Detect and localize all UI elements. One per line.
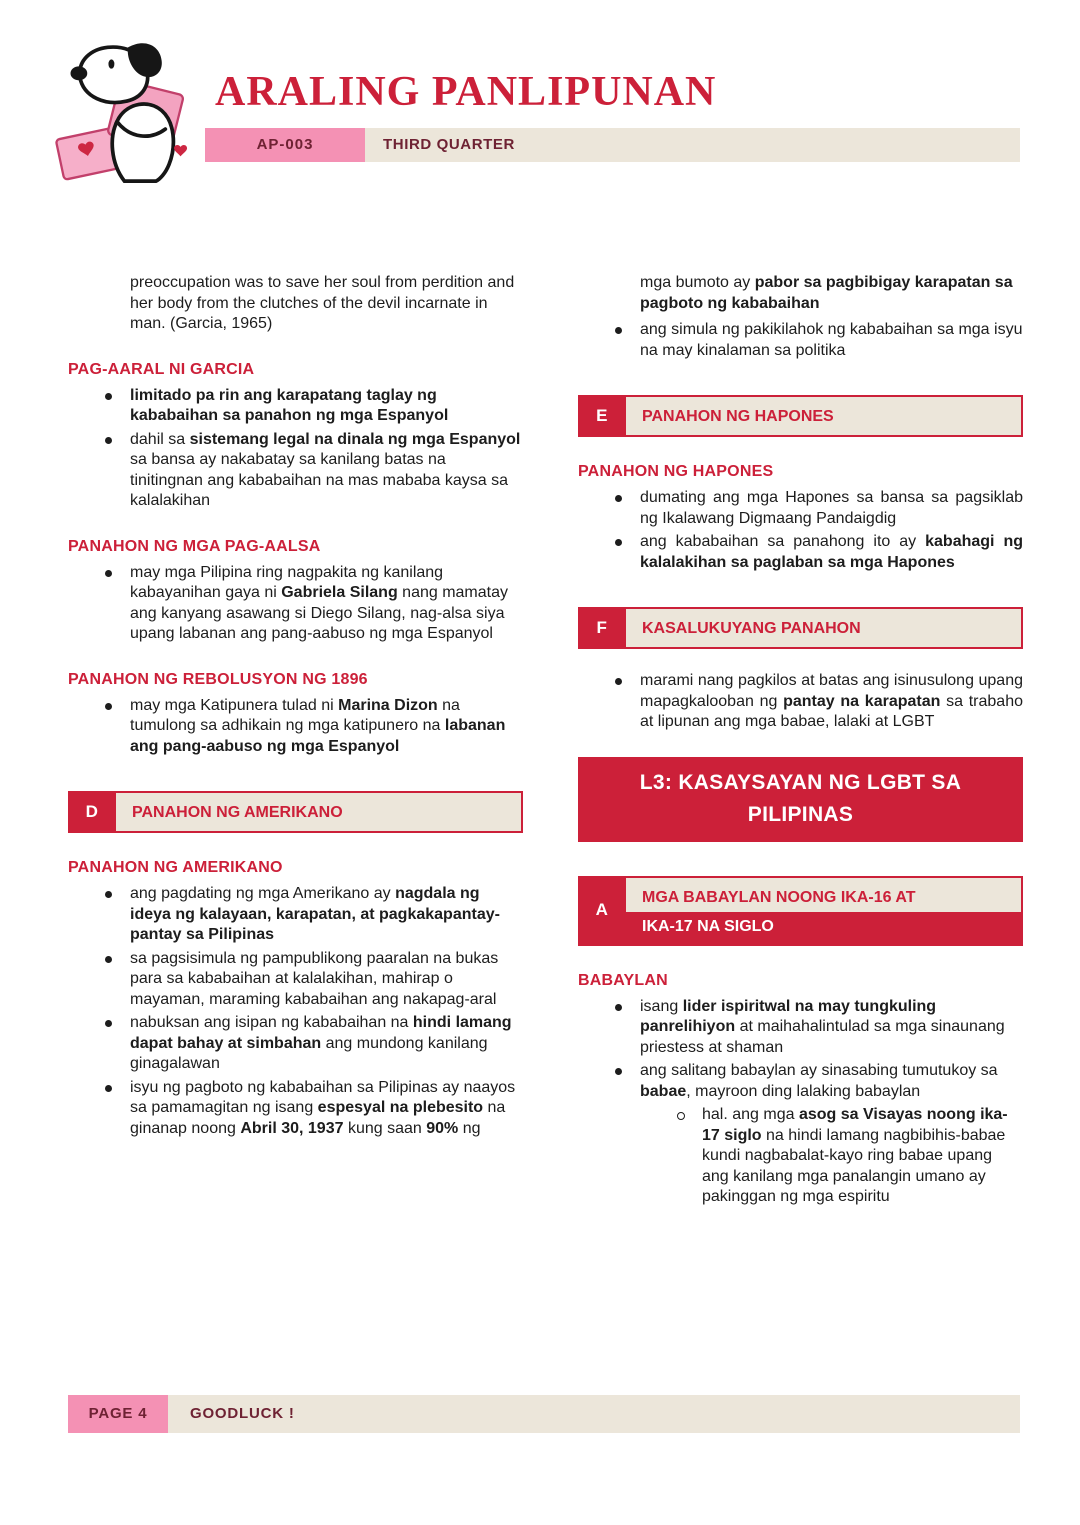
left-column	[68, 273, 523, 1155]
text-segment: hal. ang mga	[702, 1106, 799, 1124]
quarter-badge: THIRD QUARTER	[365, 128, 1020, 162]
text-segment: sa bansa ay nakabatay sa kanilang batas na tinitingnan ang kababaihan na mas mababa kaysa sa kalalakihan	[130, 451, 509, 509]
section-title-line: KASALUKUYANG PANAHON	[642, 620, 861, 637]
text-segment: dahil sa	[130, 430, 190, 448]
bullet-item	[130, 1078, 523, 1140]
text-segment: nang mamatay ang kanyang asawang si Diego Silang, nag-alsa siya upang labanan ang pang-aabuso ng mga Espanyol	[130, 584, 508, 642]
page-header	[0, 0, 1080, 183]
bullet-item	[130, 696, 523, 758]
bullet-item	[640, 671, 1023, 733]
text-segment: isang	[640, 997, 683, 1015]
bullet-item	[130, 430, 523, 512]
text-segment: nabuksan ang isipan ng kababaihan na	[130, 1014, 413, 1031]
bold-text-segment: sistemang legal na dinala ng mga Espanyol	[189, 430, 521, 448]
bullet-list	[68, 563, 523, 645]
banner-line: L3: KASAYSAYAN NG LGBT SA	[639, 770, 962, 794]
topic-heading: PANAHON NG HAPONES	[578, 463, 774, 480]
text-segment: ang pagdating ng mga Amerikano ay	[130, 885, 396, 902]
text-segment: ng	[458, 1119, 481, 1137]
snoopy-mascot-icon	[55, 25, 205, 183]
bullet-item	[640, 532, 1023, 573]
section-header-box	[578, 607, 1023, 649]
topic-heading: PANAHON NG REBOLUSYON NG 1896	[68, 670, 368, 688]
bold-text-segment: 90%	[426, 1119, 459, 1137]
text-segment: ang salitang babaylan ay sinasabing tumutukoy sa	[640, 1062, 998, 1080]
section-letter-badge: E	[578, 395, 626, 437]
section-header-box	[578, 395, 1023, 437]
paragraph	[130, 273, 523, 335]
bullet-item	[130, 1013, 523, 1075]
page-footer	[68, 1395, 1020, 1433]
bold-text-segment: babae	[640, 1082, 687, 1100]
text-segment: na hindi lamang nagbibihis-babae kundi nagbabalat-kayo ring babae upang ang kanilang mga panalangin umano ay pakinggan ng mga espiritu	[702, 1126, 1006, 1206]
content-columns	[0, 273, 1080, 1224]
module-code-badge: AP-003	[205, 128, 365, 162]
section-letter-badge: A	[578, 876, 626, 946]
bullet-item	[130, 386, 523, 427]
topic-heading: PAG-AARAL NI GARCIA	[68, 360, 255, 378]
bold-text-segment: limitado pa rin ang karapatang taglay ng kababaihan sa panahon ng mga Espanyol	[130, 386, 449, 424]
bullet-item	[130, 949, 523, 1011]
text-segment: marami nang pagkilos at batas ang isinusulong upang mapagkalooban ng	[640, 672, 1023, 710]
topic-heading: BABAYLAN	[578, 971, 668, 989]
bold-text-segment: lider ispiritwal na may tungkuling panrelihiyon	[640, 997, 937, 1036]
text-segment: ang kababaihan sa panahong ito ay	[640, 533, 926, 550]
bullet-list	[68, 696, 523, 758]
bold-text-segment: nagdala ng ideya ng kalayaan, karapatan, at pagkakapantay-pantay sa Pilipinas	[130, 885, 500, 943]
bold-text-segment: hindi lamang dapat bahay at simbahan	[130, 1014, 512, 1052]
bullet-item	[640, 997, 1023, 1059]
section-header-box	[578, 876, 1023, 946]
text-segment: isyu ng pagboto ng kababaihan sa Pilipinas ay naayos sa pamamagitan ng isang	[130, 1078, 516, 1116]
section-title-line: PANAHON NG AMERIKANO	[132, 804, 343, 821]
bullet-item	[130, 563, 523, 645]
banner-line: PILIPINAS	[747, 803, 854, 827]
snoopy-illustration	[55, 25, 205, 183]
text-segment: at maihahalintulad sa mga sinaunang priestess at shaman	[640, 1018, 1005, 1056]
section-title-line: MGA BABAYLAN NOONG IKA-16 AT	[642, 888, 916, 906]
header-title-block	[205, 25, 1020, 162]
bold-text-segment: Abril 30, 1937	[240, 1119, 344, 1137]
bullet-list	[578, 488, 1023, 573]
bold-text-segment: labanan ang pang-aabuso ng mga Espanyol	[130, 717, 506, 755]
bold-text-segment: pabor sa pagbibigay karapatan sa pagboto ng kababaihan	[640, 274, 1013, 312]
page-number-badge: PAGE 4	[68, 1395, 168, 1433]
text-segment: na ginanap noong	[130, 1099, 506, 1137]
text-segment: ang mundong kanilang ginagalawan	[130, 1034, 488, 1072]
text-segment: mga bumoto ay	[640, 274, 755, 291]
bullet-list	[68, 884, 523, 1139]
bullet-list	[578, 671, 1023, 733]
section-title-line-highlighted: IKA-17 NA SIGLO	[626, 912, 1021, 944]
bold-text-segment: pantay na karapatan	[783, 692, 941, 710]
text-segment: preoccupation was to save her soul from perdition and her body from the clutches of the devil incarnate in man. (Garcia, 1965)	[130, 274, 515, 332]
text-segment: may mga Pilipina ring nagpakita ng kanilang kabayanihan gaya ni	[130, 563, 444, 601]
page-title: ARALING PANLIPUNAN	[215, 69, 717, 115]
bold-text-segment: Gabriela Silang	[281, 584, 398, 601]
bullet-list	[578, 320, 1023, 361]
section-title-line: PANAHON NG HAPONES	[642, 408, 834, 425]
bullet-item	[130, 884, 523, 946]
text-segment: , mayroon ding lalaking babaylan	[686, 1082, 921, 1100]
section-title	[626, 876, 1023, 946]
text-segment: na tumulong sa adhikain ng mga katipunero na	[130, 696, 460, 734]
topic-heading: PANAHON NG MGA PAG-AALSA	[68, 537, 321, 555]
goodluck-message: GOODLUCK !	[168, 1395, 1020, 1433]
section-header-box	[68, 791, 523, 833]
header-badge-row	[205, 128, 1020, 162]
bullet-item	[640, 488, 1023, 529]
section-title	[626, 395, 1023, 437]
bullet-item	[640, 320, 1023, 361]
bullet-list	[578, 997, 1023, 1208]
text-segment: ang simula ng pakikilahok ng kababaihan sa mga isyu na may kinalaman sa politika	[640, 321, 1023, 359]
text-segment: sa trabaho at lipunan ang mga babae, lalaki at LGBT	[640, 692, 1023, 730]
text-segment: dumating ang mga Hapones sa bansa sa pagsiklab ng Ikalawang Digmaang Pandaigdig	[640, 489, 1023, 527]
bold-text-segment: kabahagi ng kalalakihan sa paglaban sa mga Hapones	[640, 533, 1023, 571]
bold-text-segment: espesyal na plebesito	[317, 1099, 484, 1116]
bullet-list	[68, 386, 523, 512]
bold-text-segment: Marina Dizon	[338, 696, 438, 714]
text-segment: kung saan	[343, 1119, 427, 1137]
bold-text-segment: asog sa Visayas noong ika-17 siglo	[702, 1106, 1008, 1144]
section-letter-badge: F	[578, 607, 626, 649]
text-segment: sa pagsisimula ng pampublikong paaralan na bukas para sa kababaihan at kalalakihan, mahirap o mayaman, maraming kababaihan ang nakapag-aral	[130, 949, 499, 1008]
lesson-banner	[578, 757, 1023, 842]
bullet-item	[640, 1061, 1023, 1102]
paragraph	[640, 273, 1023, 314]
sub-bullet-item	[702, 1105, 1023, 1208]
section-title	[116, 791, 523, 833]
section-title	[626, 607, 1023, 649]
topic-heading: PANAHON NG AMERIKANO	[68, 859, 283, 876]
section-letter-badge: D	[68, 791, 116, 833]
right-column	[578, 273, 1023, 1224]
text-segment: may mga Katipunera tulad ni	[130, 696, 339, 714]
